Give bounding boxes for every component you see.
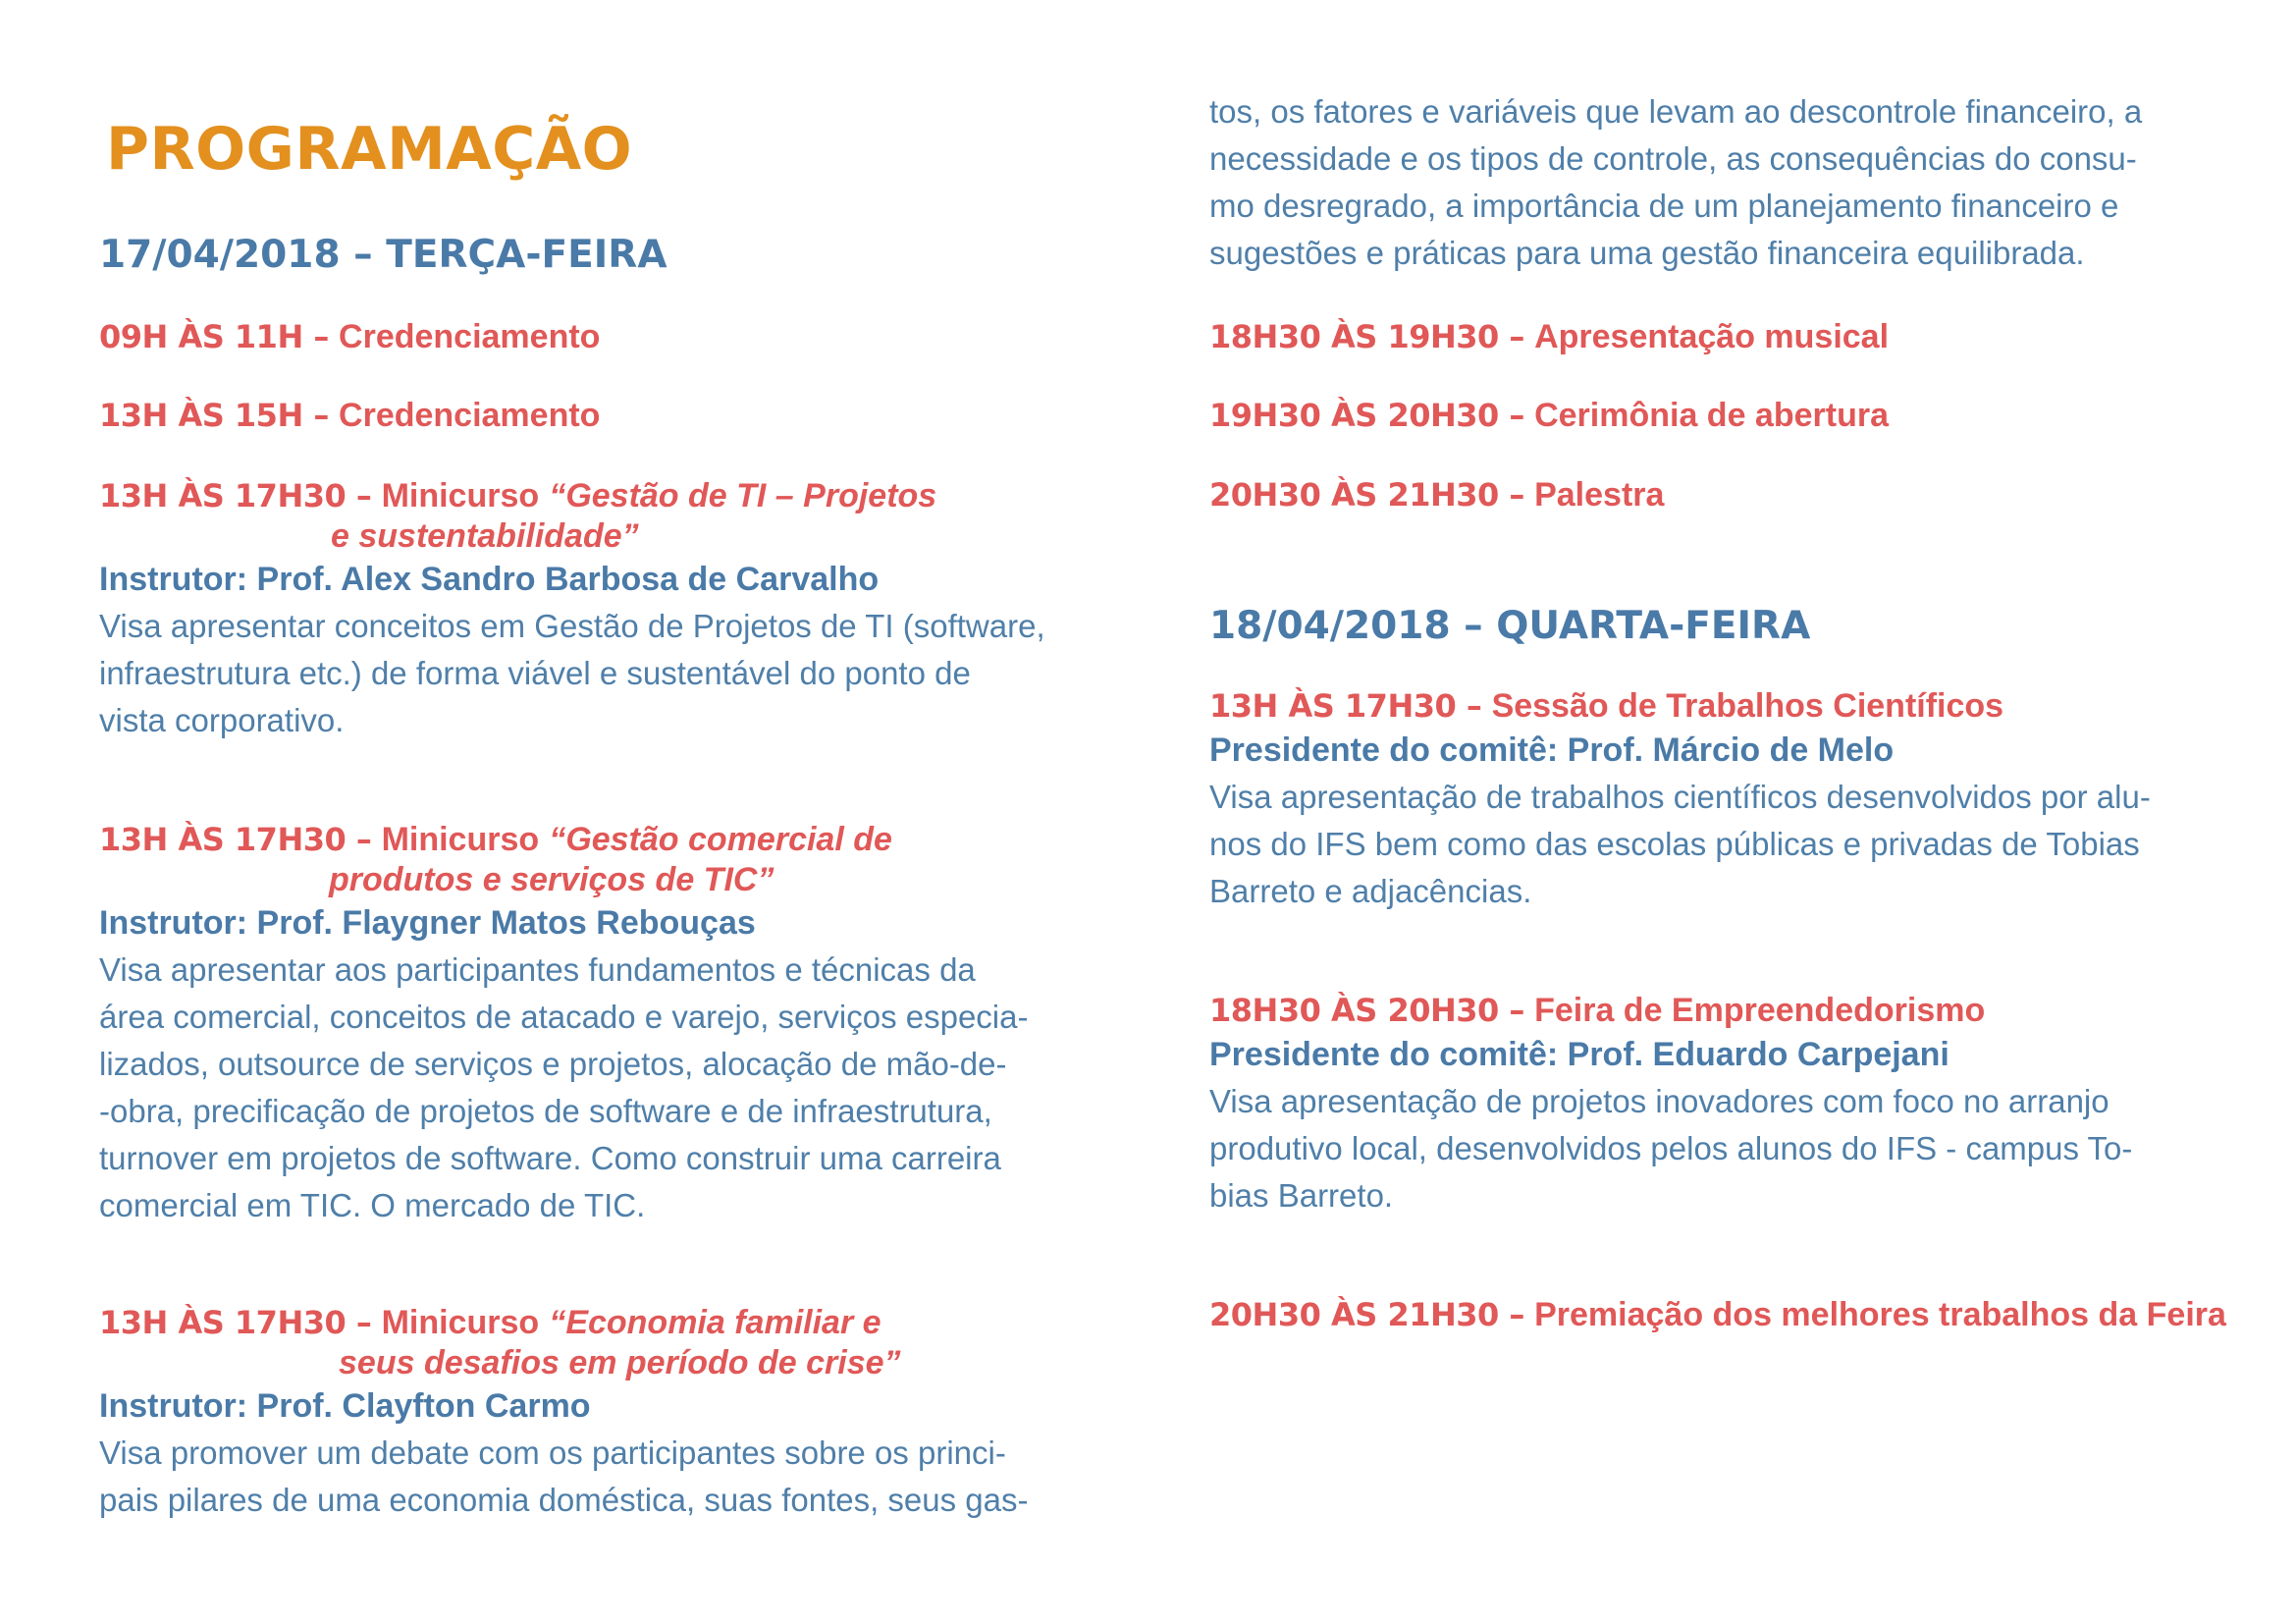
description-line: infraestrutura etc.) de forma viável e sustentável do ponto de bbox=[99, 655, 971, 691]
day-heading-2: 18/04/2018 – QUARTA-FEIRA bbox=[1209, 604, 1811, 648]
description-line: comercial em TIC. O mercado de TIC. bbox=[99, 1187, 646, 1223]
schedule-item bbox=[99, 1302, 1110, 1524]
description-line: nos do IFS bem como das escolas públicas e privadas de Tobias bbox=[1209, 826, 2140, 862]
description-line: pais pilares de uma economia doméstica, suas fontes, seus gas- bbox=[99, 1482, 1029, 1518]
item-president: Presidente do comitê: Prof. Márcio de Melo bbox=[1209, 731, 1895, 769]
description-line: necessidade e os tipos de controle, as consequências do consu- bbox=[1209, 140, 2137, 177]
item-headline bbox=[99, 1302, 1110, 1343]
item-title-continued: seus desafios em período de crise” bbox=[339, 1344, 901, 1381]
schedule-item bbox=[99, 395, 1110, 436]
description-line: Visa apresentar aos participantes fundamentos e técnicas da bbox=[99, 951, 976, 988]
schedule-item bbox=[1209, 395, 2240, 436]
day-heading-1: 17/04/2018 – TERÇA-FEIRA bbox=[99, 233, 667, 277]
item-title: Sessão de Trabalhos Científicos bbox=[1491, 687, 2004, 725]
description-line: Visa promover um debate com os participantes sobre os princi- bbox=[99, 1435, 1006, 1471]
schedule-item bbox=[1209, 474, 2240, 515]
item-headline bbox=[99, 395, 1110, 436]
item-headline bbox=[99, 316, 1110, 357]
item-title: “Economia familiar e bbox=[549, 1304, 881, 1341]
description-line: tos, os fatores e variáveis que levam ao descontrole financeiro, a bbox=[1209, 93, 2143, 130]
description-line: sugestões e práticas para uma gestão financeira equilibrada. bbox=[1209, 235, 2085, 271]
item-headline bbox=[1209, 685, 2240, 727]
schedule-item bbox=[99, 819, 1110, 1229]
item-time: 20H30 ÀS 21H30 – bbox=[1209, 1296, 1524, 1333]
description-line: turnover em projetos de software. Como construir uma carreira bbox=[99, 1140, 1001, 1176]
page-title: PROGRAMAÇÃO bbox=[106, 115, 633, 184]
description-line: mo desregrado, a importância de um planejamento financeiro e bbox=[1209, 188, 2119, 224]
item-title-prefix: Minicurso bbox=[381, 1304, 540, 1341]
description-line: -obra, precificação de projetos de software e de infraestrutura, bbox=[99, 1093, 992, 1129]
item-time: 13H ÀS 17H30 – bbox=[99, 1304, 372, 1341]
item-description bbox=[1209, 1078, 2240, 1219]
description-line: Visa apresentar conceitos em Gestão de Projetos de TI (software, bbox=[99, 608, 1045, 644]
item-headline bbox=[1209, 395, 2240, 436]
item-title: “Gestão de TI – Projetos bbox=[549, 477, 937, 514]
item-time: 13H ÀS 17H30 – bbox=[99, 821, 372, 858]
item-instructor: Instrutor: Prof. Clayfton Carmo bbox=[99, 1387, 591, 1425]
item-title-continued: e sustentabilidade” bbox=[331, 517, 639, 555]
schedule-item bbox=[99, 475, 1110, 744]
item-title: Cerimônia de abertura bbox=[1534, 397, 1889, 434]
item-headline bbox=[1209, 990, 2240, 1031]
item-title: “Gestão comercial de bbox=[549, 821, 892, 858]
item-time: 09H ÀS 11H – bbox=[99, 318, 329, 355]
schedule-item bbox=[1209, 316, 2240, 357]
item-time: 13H ÀS 15H – bbox=[99, 397, 329, 434]
item-title: Apresentação musical bbox=[1534, 318, 1890, 355]
item-time: 13H ÀS 17H30 – bbox=[99, 477, 372, 514]
item-title: Palestra bbox=[1534, 476, 1665, 514]
description-line: área comercial, conceitos de atacado e varejo, serviços especia- bbox=[99, 999, 1029, 1035]
item-headline bbox=[99, 819, 1110, 860]
description-line: Barreto e adjacências. bbox=[1209, 873, 1532, 909]
item-headline bbox=[99, 475, 1110, 516]
description-continuation bbox=[1209, 88, 2142, 277]
item-description bbox=[1209, 774, 2240, 915]
item-title-prefix: Minicurso bbox=[381, 821, 540, 858]
item-description bbox=[99, 947, 1110, 1229]
item-president: Presidente do comitê: Prof. Eduardo Carpejani bbox=[1209, 1036, 1949, 1073]
schedule-item bbox=[1209, 685, 2240, 915]
item-title: Credenciamento bbox=[339, 397, 601, 434]
item-title: Premiação dos melhores trabalhos da Feira bbox=[1534, 1296, 2226, 1333]
description-line: Visa apresentação de projetos inovadores com foco no arranjo bbox=[1209, 1083, 2109, 1119]
item-headline bbox=[1209, 474, 2240, 515]
description-line: Visa apresentação de trabalhos científicos desenvolvidos por alu- bbox=[1209, 779, 2151, 815]
item-time: 13H ÀS 17H30 – bbox=[1209, 687, 1482, 725]
item-title-continued: produtos e serviços de TIC” bbox=[329, 861, 774, 898]
item-time: 19H30 ÀS 20H30 – bbox=[1209, 397, 1524, 434]
item-headline bbox=[1209, 1294, 2240, 1335]
item-title: Credenciamento bbox=[339, 318, 601, 355]
item-headline bbox=[1209, 316, 2240, 357]
item-title-prefix: Minicurso bbox=[381, 477, 540, 514]
item-title: Feira de Empreendedorismo bbox=[1534, 992, 1986, 1029]
item-time: 18H30 ÀS 20H30 – bbox=[1209, 992, 1524, 1029]
item-instructor: Instrutor: Prof. Flaygner Matos Rebouças bbox=[99, 904, 756, 942]
description-line: lizados, outsource de serviços e projetos, alocação de mão-de- bbox=[99, 1046, 1007, 1082]
item-description bbox=[99, 1430, 1110, 1524]
item-description bbox=[99, 603, 1110, 744]
schedule-item bbox=[1209, 1294, 2240, 1335]
schedule-item bbox=[1209, 990, 2240, 1219]
description-line: produtivo local, desenvolvidos pelos alunos do IFS - campus To- bbox=[1209, 1130, 2133, 1166]
item-instructor: Instrutor: Prof. Alex Sandro Barbosa de Carvalho bbox=[99, 561, 880, 598]
description-line: vista corporativo. bbox=[99, 702, 345, 738]
item-time: 20H30 ÀS 21H30 – bbox=[1209, 476, 1524, 514]
description-line: bias Barreto. bbox=[1209, 1177, 1394, 1214]
item-time: 18H30 ÀS 19H30 – bbox=[1209, 318, 1524, 355]
schedule-item bbox=[99, 316, 1110, 357]
